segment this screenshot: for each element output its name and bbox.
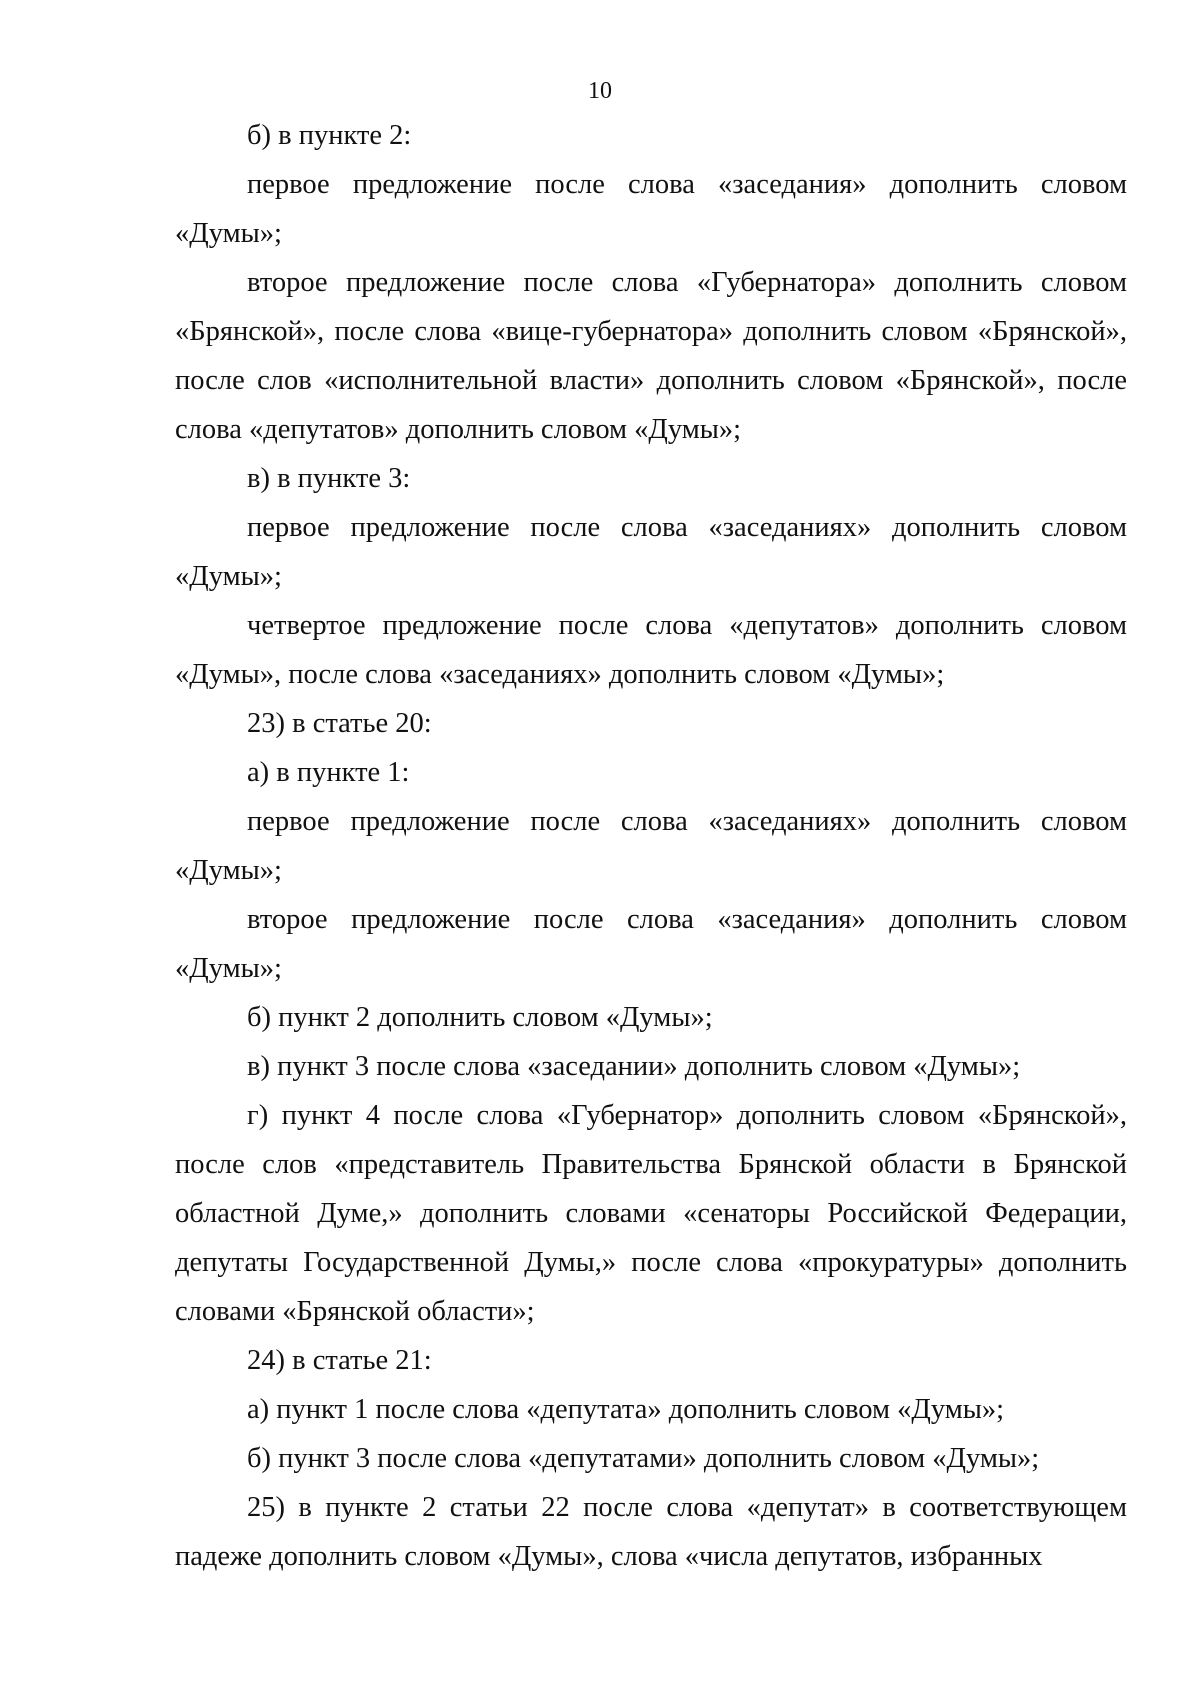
paragraph: четвертое предложение после слова «депутатов» дополнить словом «Думы», после слова «заседаниях» дополнить словом «Думы»; — [175, 610, 1127, 690]
paragraph: а) пункт 1 после слова «депутата» дополнить словом «Думы»; — [247, 1394, 1005, 1425]
paragraph: первое предложение после слова «заседаниях» дополнить словом «Думы»; — [175, 512, 1127, 592]
paragraph: первое предложение после слова «заседания» дополнить словом «Думы»; — [175, 169, 1127, 249]
paragraph: в) пункт 3 после слова «заседании» дополнить словом «Думы»; — [247, 1051, 1021, 1082]
paragraph: б) пункт 3 после слова «депутатами» дополнить словом «Думы»; — [247, 1443, 1040, 1474]
paragraph: второе предложение после слова «Губернатора» дополнить словом «Брянской», после слова «вице-губернатора» дополнить словом «Брянской», после слов «исполнительной власти» дополнить словом «Брянской», после слова «депутатов» дополнить словом «Думы»; — [175, 267, 1127, 445]
paragraph: а) в пункте 1: — [247, 757, 410, 788]
paragraph: г) пункт 4 после слова «Губернатор» дополнить словом «Брянской», после слов «представитель Правительства Брянской области в Брянской областной Думе,» дополнить словами «сенаторы Российской Федерации, депутаты Государственной Думы,» после слова «прокуратуры» дополнить словами «Брянской области»; — [175, 1100, 1127, 1327]
paragraph: 25) в пункте 2 статьи 22 после слова «депутат» в соответствующем падеже дополнить словом «Думы», слова «числа депутатов, избранных — [175, 1492, 1127, 1572]
paragraph: б) пункт 2 дополнить словом «Думы»; — [247, 1002, 713, 1033]
paragraph: первое предложение после слова «заседаниях» дополнить словом «Думы»; — [175, 806, 1127, 886]
document-body — [175, 111, 1127, 1581]
paragraph: б) в пункте 2: — [247, 120, 412, 151]
paragraph: 23) в статье 20: — [247, 708, 432, 739]
paragraph: 24) в статье 21: — [247, 1345, 432, 1376]
paragraph: в) в пункте 3: — [247, 463, 411, 494]
page-number: 10 — [588, 78, 612, 104]
paragraph: второе предложение после слова «заседания» дополнить словом «Думы»; — [175, 904, 1127, 984]
